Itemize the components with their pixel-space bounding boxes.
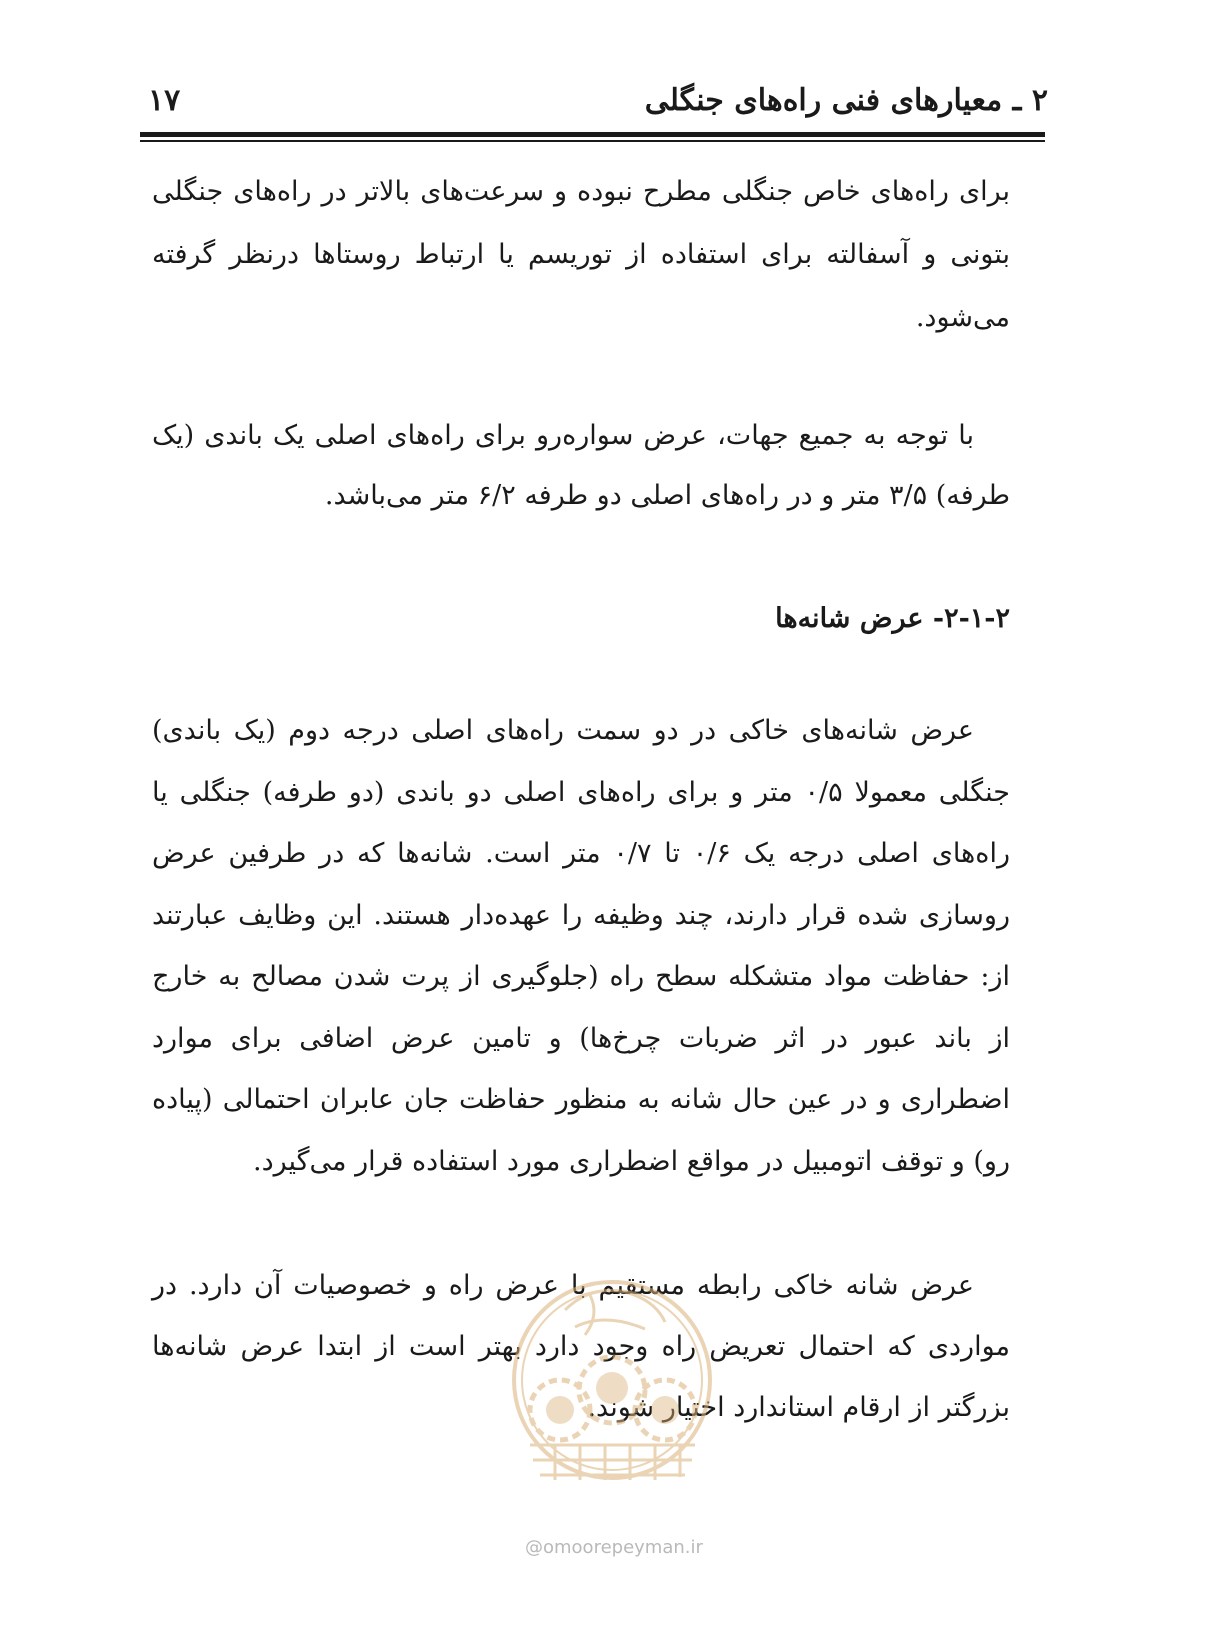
paragraph-3-text: عرض شانه‌های خاکی در دو سمت راه‌های اصلی درجه دوم (یک باندی) جنگلی معمولا ۰/۵ متر و برای راه‌های اصلی دو باندی (دو طرفه) جنگلی یا راه‌های اصلی درجه یک ۰/۶ تا ۰/۷ متر است. شانه‌ها که در طرفین عرض روسازی شده قرار دارند، چند وظیفه را عهده‌دار هستند. این وظایف عبارتند از: حفاظت مواد متشکله سطح راه (جلوگیری از پرت شدن مصالح به خارج از باند عبور در اثر ضربات چرخ‌ها) و تامین عرض اضافی برای موارد اضطراری و در عین حال شانه به منظور حفاظت جان عابران احتمالی (پیاده رو) و توقف اتومبیل در مواقع اضطراری مورد استفاده قرار می‌گیرد. bbox=[152, 715, 1010, 1177]
paragraph-2 bbox=[152, 406, 1010, 526]
header-rule-thick bbox=[140, 132, 1045, 137]
page-header bbox=[148, 72, 1048, 128]
watermark-text: @omoorepeyman.ir bbox=[525, 1537, 703, 1558]
paragraph-1 bbox=[152, 160, 1010, 349]
section-heading bbox=[152, 588, 1010, 650]
paragraph-2-text: با توجه به جمیع جهات، عرض سواره‌رو برای راه‌های اصلی یک باندی (یک طرفه) ۳/۵ متر و در راه‌های اصلی دو طرفه ۶/۲ متر می‌باشد. bbox=[152, 420, 1010, 511]
paragraph-3 bbox=[152, 700, 1010, 1192]
section-heading-text: ۲-۱-۲- عرض شانه‌ها bbox=[775, 603, 1010, 634]
seal-icon bbox=[505, 1255, 720, 1525]
paragraph-1-text: برای راه‌های خاص جنگلی مطرح نبوده و سرعت‌های بالاتر در راه‌های جنگلی بتونی و آسفالته برای استفاده از توریسم یا ارتباط روستاها درنظر گرفته می‌شود. bbox=[152, 176, 1010, 333]
header-rule-thin bbox=[140, 140, 1045, 142]
page-number: ۱۷ bbox=[148, 82, 181, 118]
chapter-title: ۲ ـ معیارهای فنی راه‌های جنگلی bbox=[644, 82, 1048, 118]
paragraph-4-text: عرض شانه خاکی رابطه مستقیم با عرض راه و خصوصیات آن دارد. در مواردی که احتمال تعریض راه وجود دارد بهتر است از ابتدا عرض شانه‌ها بزرگتر از ارقام استاندارد اختیار شوند. bbox=[152, 1270, 1010, 1423]
